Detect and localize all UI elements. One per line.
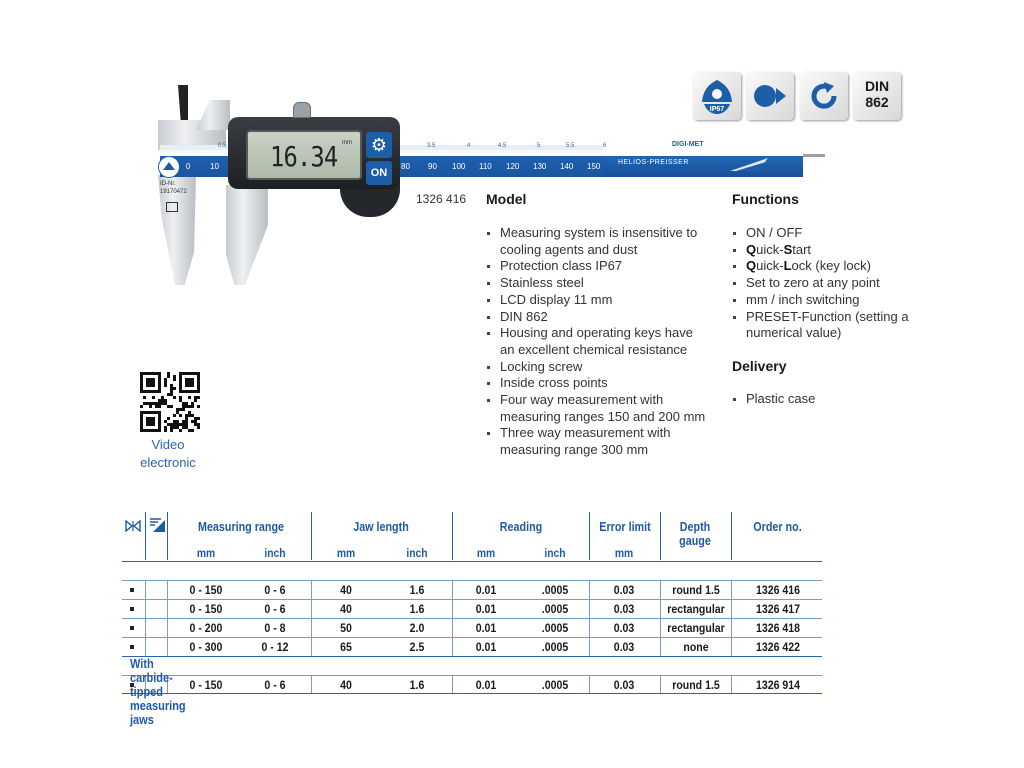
brand-helios: HELIOS-PREISSER (618, 159, 689, 166)
divider (660, 675, 661, 693)
table-cell-range-in: 0 - 12 (261, 640, 289, 654)
list-item: DIN 862 (486, 309, 711, 326)
list-item: Inside cross points (486, 375, 711, 392)
table-cell-jaw-in: 2.5 (409, 640, 425, 654)
row-bullet (130, 645, 134, 649)
model-list (486, 225, 711, 459)
depth-rod (803, 154, 825, 157)
header-error-limit: Error limit (599, 520, 651, 534)
vernier-5-5: 5.5 (566, 143, 575, 149)
vernier-0-5: 0.5 (218, 143, 227, 149)
row-rule (122, 675, 822, 676)
table-cell-jaw-mm: 40 (340, 602, 352, 616)
table-cell-depth: round 1.5 (672, 678, 720, 692)
divider (311, 675, 312, 693)
table-cell-range-mm: 0 - 200 (189, 621, 223, 635)
badge-rotate (800, 72, 848, 120)
lower-jaw-slider (226, 185, 268, 285)
table-cell-jaw-mm: 65 (340, 640, 352, 654)
scale-120: 120 (506, 162, 520, 171)
header-rule (122, 561, 822, 562)
sub-mm: mm (476, 546, 496, 560)
table-cell-range-in: 0 - 6 (264, 602, 286, 616)
scale-100: 100 (452, 162, 466, 171)
table-cell-depth: rectangular (667, 602, 725, 616)
table-cell-read-mm: 0.01 (475, 602, 497, 616)
brand-digimet: DIGI-MET (672, 141, 704, 148)
divider (731, 512, 732, 560)
table-cell-err: 0.03 (613, 583, 635, 597)
list-item: mm / inch switching (732, 292, 932, 309)
scale-90: 90 (428, 162, 437, 171)
vernier-5: 5 (537, 143, 541, 149)
vernier-6: 6 (603, 143, 607, 149)
list-item: PRESET-Function (setting a numerical value) (732, 309, 932, 342)
sub-mm: mm (196, 546, 216, 560)
qr-code-icon (140, 372, 200, 432)
table-cell-order: 1326 417 (755, 602, 801, 616)
row-bullet (130, 607, 134, 611)
data-output-icon (746, 72, 794, 120)
ip67-icon (693, 72, 741, 120)
table-cell-range-in: 0 - 8 (264, 621, 286, 635)
upper-jaw-fixed (178, 85, 188, 125)
list-item: Set to zero at any point (732, 275, 932, 292)
list-item: Three way measurement with measuring range 300 mm (486, 425, 711, 458)
divider (452, 675, 453, 693)
header-measuring-range: Measuring range (197, 520, 285, 534)
divider (731, 675, 732, 693)
list-item: Housing and operating keys have an excellent chemical resistance (486, 325, 711, 358)
on-button: ON (366, 161, 392, 185)
table-cell-order: 1326 416 (755, 583, 801, 597)
header-reading: Reading (499, 520, 543, 534)
list-item: ON / OFF (732, 225, 932, 242)
table-cell-range-mm: 0 - 150 (189, 602, 223, 616)
table-cell-jaw-mm: 40 (340, 583, 352, 597)
table-cell-read-mm: 0.01 (475, 621, 497, 635)
vernier-3-5: 3.5 (427, 143, 436, 149)
table-cell-jaw-in: 1.6 (409, 583, 425, 597)
row-rule (122, 693, 822, 694)
divider (452, 512, 453, 560)
table-cell-read-in: .0005 (541, 602, 569, 616)
table-cell-depth: none (683, 640, 709, 654)
table-cell-jaw-in: 1.6 (409, 602, 425, 616)
table-cell-range-in: 0 - 6 (264, 583, 286, 597)
scale-150: 150 (587, 162, 601, 171)
scale-80: 80 (401, 162, 410, 171)
scale-140: 140 (560, 162, 574, 171)
helios-logo-icon (158, 156, 180, 178)
functions-heading: Functions (732, 191, 799, 207)
table-cell-read-mm: 0.01 (475, 678, 497, 692)
badge-data-output (746, 72, 794, 120)
table-cell-order: 1326 914 (755, 678, 801, 692)
sub-inch: inch (406, 546, 428, 560)
list-item: LCD display 11 mm (486, 292, 711, 309)
table-cell-err: 0.03 (613, 678, 635, 692)
list-item: Measuring system is insensitive to cooling agents and dust (486, 225, 711, 258)
table-cell-err: 0.03 (613, 602, 635, 616)
qr-code (140, 372, 200, 437)
row-rule (122, 599, 822, 600)
locking-screw (293, 102, 311, 118)
divider (167, 512, 168, 560)
list-item: Plastic case (732, 391, 932, 408)
divider (311, 512, 312, 560)
table-cell-err: 0.03 (613, 621, 635, 635)
scale-130: 130 (533, 162, 547, 171)
table-cell-read-in: .0005 (541, 583, 569, 597)
table-cell-range-in: 0 - 6 (264, 678, 286, 692)
vernier-4-5: 4.5 (498, 143, 507, 149)
table-cell-jaw-in: 2.0 (409, 621, 425, 635)
row-rule (122, 580, 822, 581)
list-item: Protection class IP67 (486, 258, 711, 275)
table-cell-order: 1326 422 (755, 640, 801, 654)
settings-gear-button (366, 132, 392, 158)
scale-10: 10 (210, 162, 219, 171)
row-rule (122, 637, 822, 638)
sub-mm: mm (336, 546, 356, 560)
rotate-icon (800, 72, 848, 120)
table-cell-read-in: .0005 (541, 678, 569, 692)
row-bullet (130, 588, 134, 592)
header-depth-gauge: Depth gauge (679, 520, 711, 548)
functions-list (732, 225, 932, 342)
table-cell-err: 0.03 (613, 640, 635, 654)
table-cell-range-mm: 0 - 150 (189, 583, 223, 597)
row-rule (122, 618, 822, 619)
lcd-reading: 16.34 (270, 140, 338, 173)
jaw-engraving: ID-Nr. 19170472 (160, 180, 187, 212)
badge-ip67 (693, 72, 741, 120)
row-bullet (130, 626, 134, 630)
table-cell-order: 1326 418 (755, 621, 801, 635)
delivery-heading: Delivery (732, 358, 787, 374)
scale-110: 110 (479, 162, 492, 171)
list-item: Locking screw (486, 359, 711, 376)
article-number: 1326 416 (416, 192, 467, 206)
table-cell-depth: round 1.5 (672, 583, 720, 597)
divider (589, 675, 590, 693)
vernier-4: 4 (467, 143, 471, 149)
table-cell-range-mm: 0 - 150 (189, 678, 223, 692)
header-order-no: Order no. (753, 520, 802, 534)
table-cell-read-mm: 0.01 (475, 583, 497, 597)
divider (589, 512, 590, 560)
delivery-list (732, 391, 932, 408)
list-item: Stainless steel (486, 275, 711, 292)
row-rule (122, 656, 822, 657)
helios-wing-logo-icon (728, 156, 772, 179)
sub-inch: inch (544, 546, 566, 560)
scale-0: 0 (186, 162, 191, 171)
sub-mm: mm (614, 546, 634, 560)
table-cell-read-mm: 0.01 (475, 640, 497, 654)
list-item: Four way measurement with measuring ranges 150 and 200 mm (486, 392, 711, 425)
sub-inch: inch (264, 546, 286, 560)
table-cell-read-in: .0005 (541, 640, 569, 654)
din-862-icon: DIN 862 (864, 78, 890, 110)
table-cell-depth: rectangular (667, 621, 725, 635)
upper-jaw-slider (196, 100, 230, 130)
table-cell-jaw-mm: 50 (340, 621, 352, 635)
model-heading: Model (486, 191, 527, 207)
lcd-unit: mm (342, 140, 352, 146)
table-cell-read-in: .0005 (541, 621, 569, 635)
divider (660, 512, 661, 560)
section-carbide: With carbide-tipped measuring jaws (130, 657, 186, 727)
divider (145, 512, 146, 560)
list-item: Quick-Lock (key lock) (732, 258, 932, 275)
header-jaw-length: Jaw length (353, 520, 409, 534)
table-cell-jaw-in: 1.6 (409, 678, 425, 692)
list-item: Quick-Start (732, 242, 932, 259)
table-cell-range-mm: 0 - 300 (189, 640, 223, 654)
badge-din-862 (853, 72, 901, 120)
caliper-type-icon (149, 517, 167, 538)
svg-text:IP67: IP67 (709, 106, 725, 113)
table-cell-jaw-mm: 40 (340, 678, 352, 692)
measuring-faces-icon (125, 519, 141, 537)
qr-label: Video electronic (140, 437, 196, 470)
gear-icon: ⚙ (370, 135, 388, 155)
